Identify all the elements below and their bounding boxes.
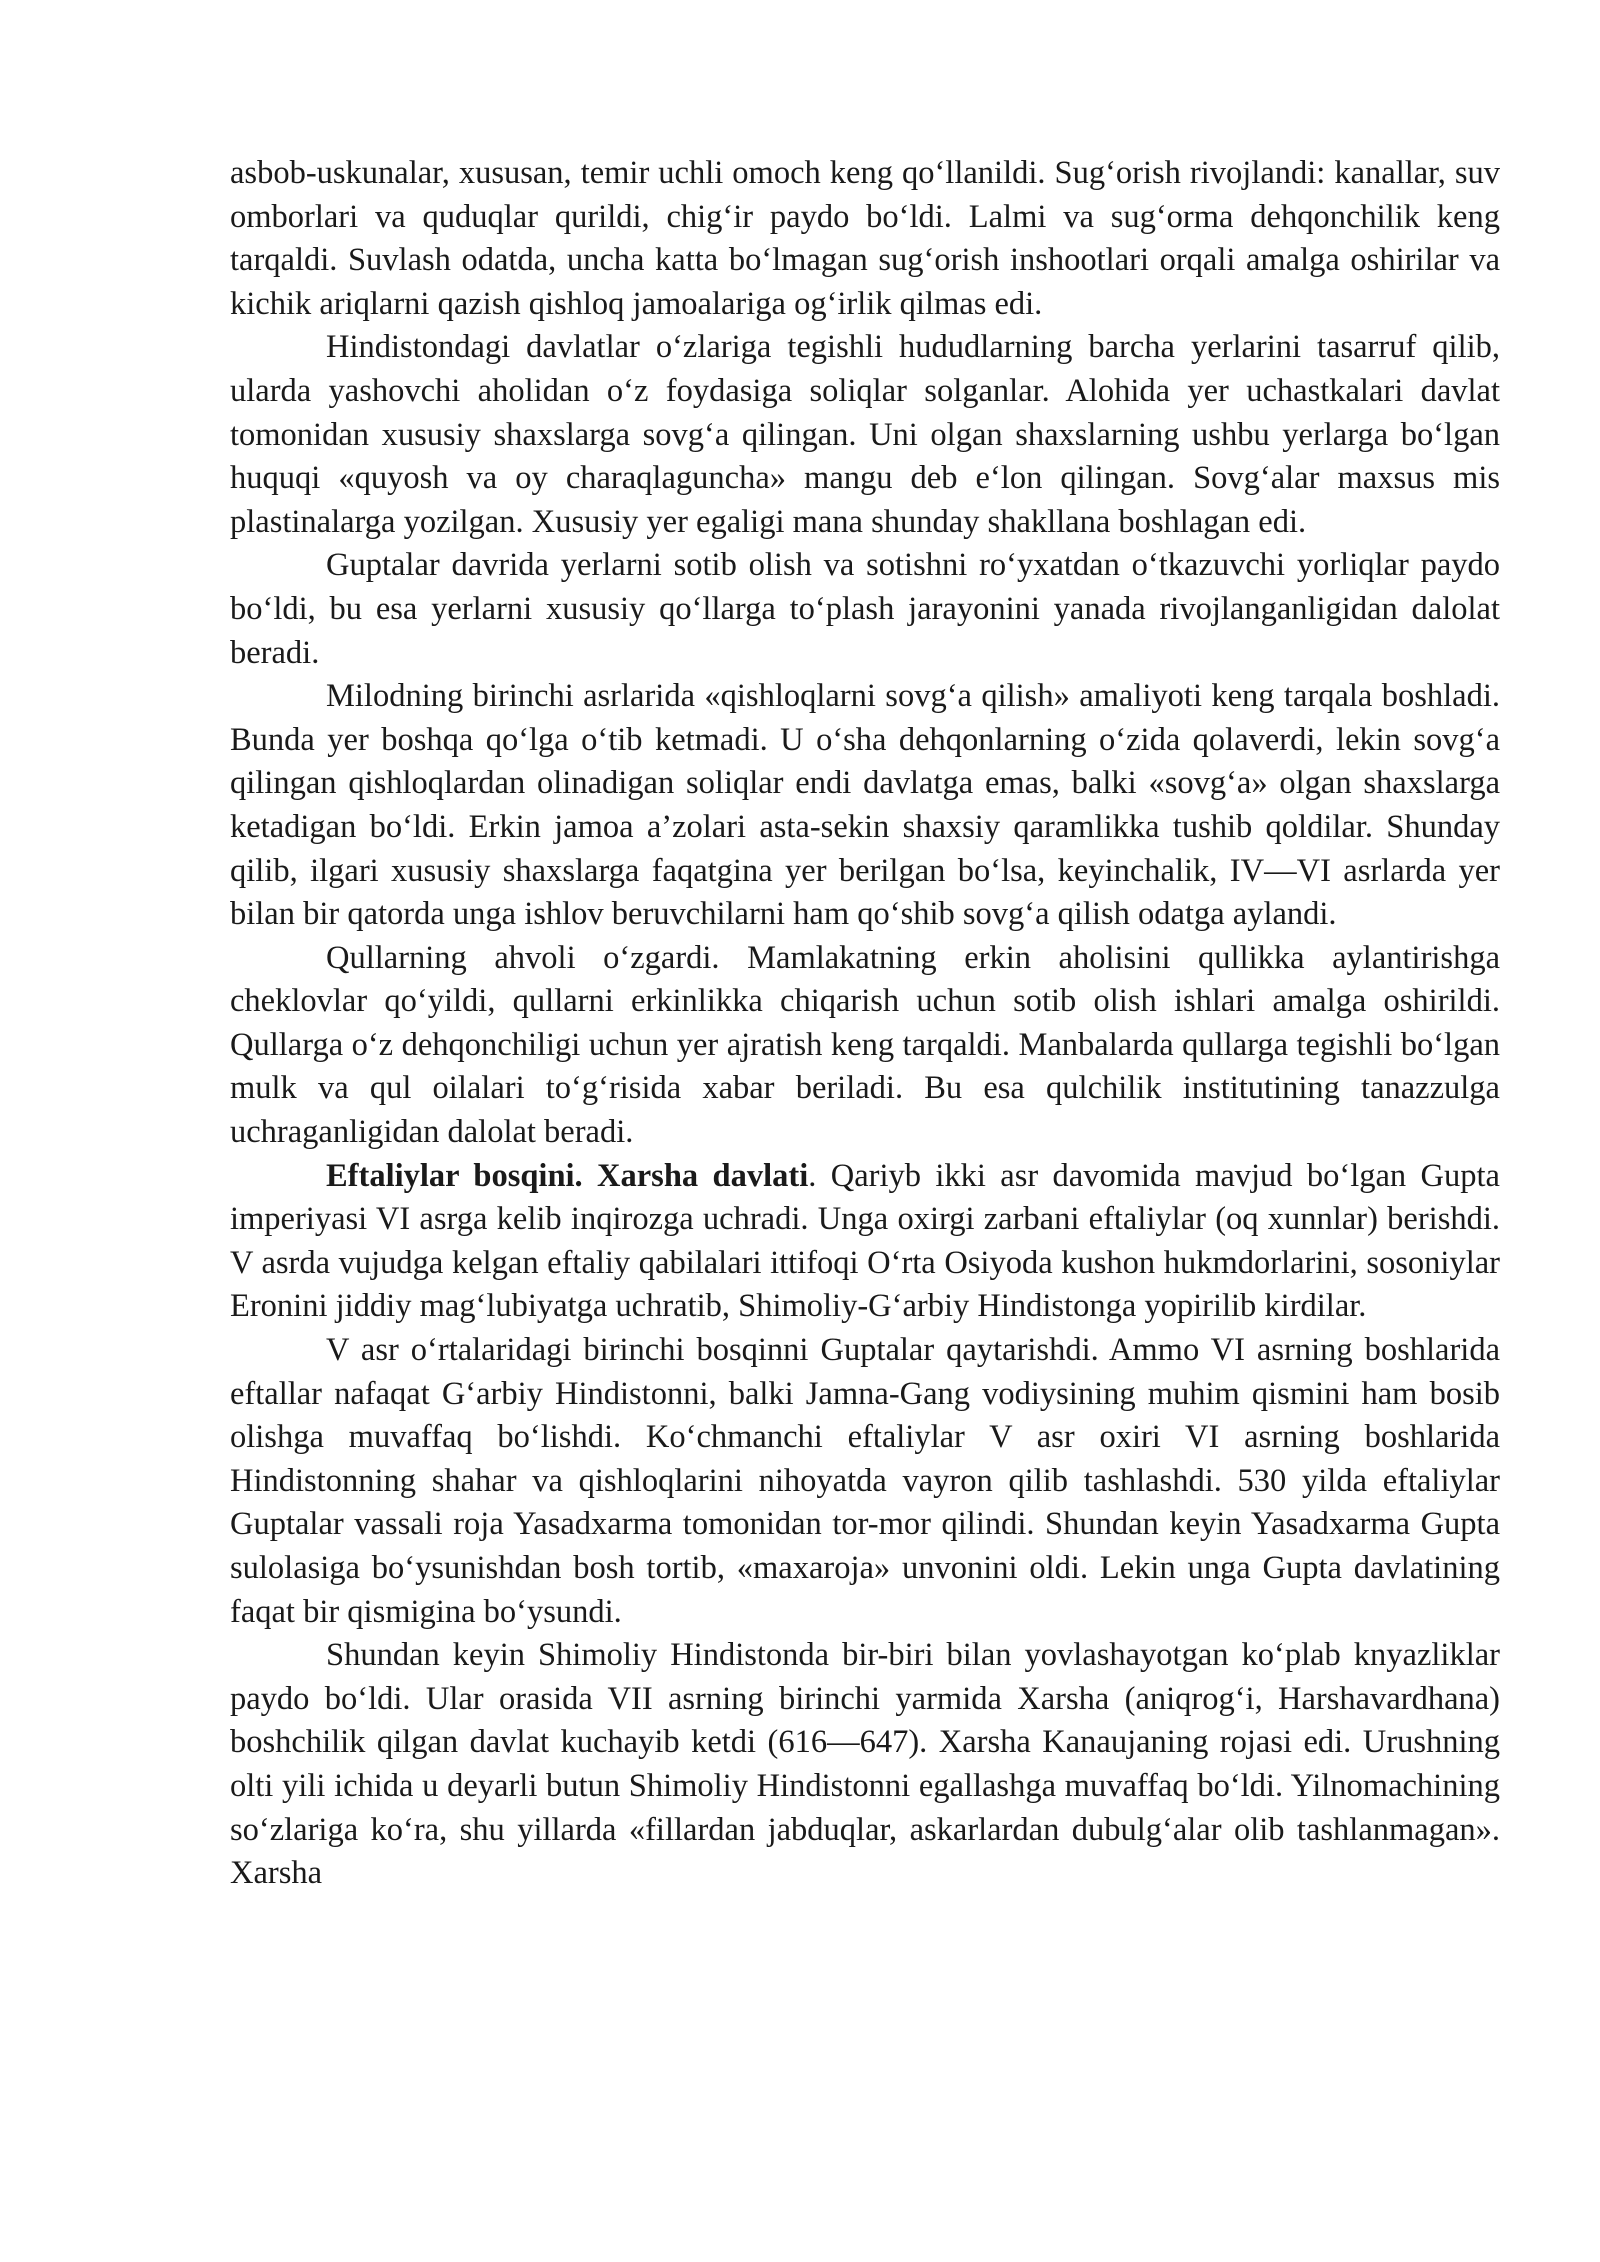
paragraph-xarsha: Shundan keyin Shimoliy Hindistonda bir-biri bilan yovlashayotgan ko‘plab knyazliklar paydo bo‘ldi. Ular orasida VII asrning birinchi yarmida Xarsha (aniqrog‘i, Harshavardhana) boshchilik qilgan davlat kuchayib ketdi (616—647). Xarsha Kanaujaning rojasi edi. Urushning olti yili ichida u deyarli butun Shimoliy Hindistonni egallashga muvaffaq bo‘ldi. Yilnomachining so‘zlariga ko‘ra, shu yillarda «fillardan jabduqlar, askarlardan dubulg‘alar olib tashlanmagan». Xarsha [230,1637,1500,1892]
paragraph-land-ownership: Hindistondagi davlatlar o‘zlariga tegishli hududlarning barcha yerlarini tasarruf qilib, ularda yashovchi aholidan o‘z foydasiga soliqlar solganlar. Alohida yer uchastkalari davlat tomonidan xususiy shaxslarga sovg‘a qilingan. Uni olgan shaxslarning ushbu yerlarga bo‘lgan huquqi «quyosh va oy charaqlaguncha» mangu deb e‘lon qilingan. Sovg‘alar maxsus mis plastinalarga yozilgan. Xususiy yer egaligi mana shunday shakllana boshlagan edi. [230,329,1500,540]
paragraph-village-gifting: Milodning birinchi asrlarida «qishloqlarni sovg‘a qilish» amaliyoti keng tarqala boshladi. Bunda yer boshqa qo‘lga o‘tib ketmadi. U o‘sha dehqonlarning o‘zida qolaverdi, lekin sovg‘a qilingan qishloqlardan olinadigan soliqlar endi davlatga emas, balki «sovg‘a» olgan shaxslarga ketadigan bo‘ldi. Erkin jamoa a’zolari asta-sekin shaxsiy qaramlikka tushib qoldilar. Shunday qilib, ilgari xususiy shaxslarga faqatgina yer berilgan bo‘lsa, keyinchalik, IV—VI asrlarda yer bilan bir qatorda unga ishlov beruvchilarni ham qo‘shib sovg‘a qilish odatga aylandi. [230,678,1500,933]
paragraph-body: . Qariyb ikki asr davomida mavjud bo‘lgan Gupta imperiyasi VI asrga kelib inqirozga uchradi. Unga oxirgi zarbani eftaliylar (oq xunnlar) berishdi. V asrda vujudga kelgan eftaliy qabilalari ittifoqi O‘rta Osiyoda kushon hukmdorlarini, sosoniylar Eronini jiddiy mag‘lubiyatga uchratib, Shimoliy-G‘arbiy Hindistonga yopirilib kirdilar. [230,1157,1500,1325]
paragraph-eftaliy-invasion [230,1155,1500,1329]
paragraph-yasadxarma: V asr o‘rtalaridagi birinchi bosqinni Guptalar qaytarishdi. Ammo VI asrning boshlarida eftallar nafaqat G‘arbiy Hindistonni, balki Jamna-Gang vodiysining muhim qismini ham bosib olishga muvaffaq bo‘lishdi. Ko‘chmanchi eftaliylar V asr oxiri VI asrning boshlarida Hindistonning shahar va qishloqlarini nihoyatda vayron qilib tashlashdi. 530 yilda eftaliylar Guptalar vassali roja Yasadxarma tomonidan tor-mor qilindi. Shundan keyin Yasadxarma Gupta sulolasiga bo‘ysunishdan bosh tortib, «maxaroja» unvonini oldi. Lekin unga Gupta davlatining faqat bir qismigina bo‘ysundi. [230,1332,1500,1630]
section-heading: Eftaliylar bosqini. Xarsha davlati [326,1157,809,1194]
paragraph-irrigation: asbob-uskunalar, xususan, temir uchli omoch keng qo‘llanildi. Sug‘orish rivojlandi: kanallar, suv omborlari va quduqlar qurildi, chig‘ir paydo bo‘ldi. Lalmi va sug‘orma dehqonchilik keng tarqaldi. Suvlash odatda, uncha katta bo‘lmagan sug‘orish inshootlari orqali amalga oshirilar va kichik ariqlarni qazish qishloq jamoalariga og‘irlik qilmas edi. [230,155,1500,322]
paragraph-gupta-land-trade: Guptalar davrida yerlarni sotib olish va sotishni ro‘yxatdan o‘tkazuvchi yorliqlar paydo bo‘ldi, bu esa yerlarni xususiy qo‘llarga to‘plash jarayonini yanada rivojlanganligidan dalolat beradi. [230,547,1500,671]
paragraph-slaves: Qullarning ahvoli o‘zgardi. Mamlakatning erkin aholisini qullikka aylantirishga cheklovlar qo‘yildi, qullarni erkinlikka chiqarish uchun sotib olish ishlari amalga oshirildi. Qullarga o‘z dehqonchiligi uchun yer ajratish keng tarqaldi. Manbalarda qullarga tegishli bo‘lgan mulk va qul oilalari to‘g‘risida xabar beriladi. Bu esa qulchilik institutining tanazzulga uchraganligidan dalolat beradi. [230,939,1500,1151]
document-page [230,152,1500,1896]
